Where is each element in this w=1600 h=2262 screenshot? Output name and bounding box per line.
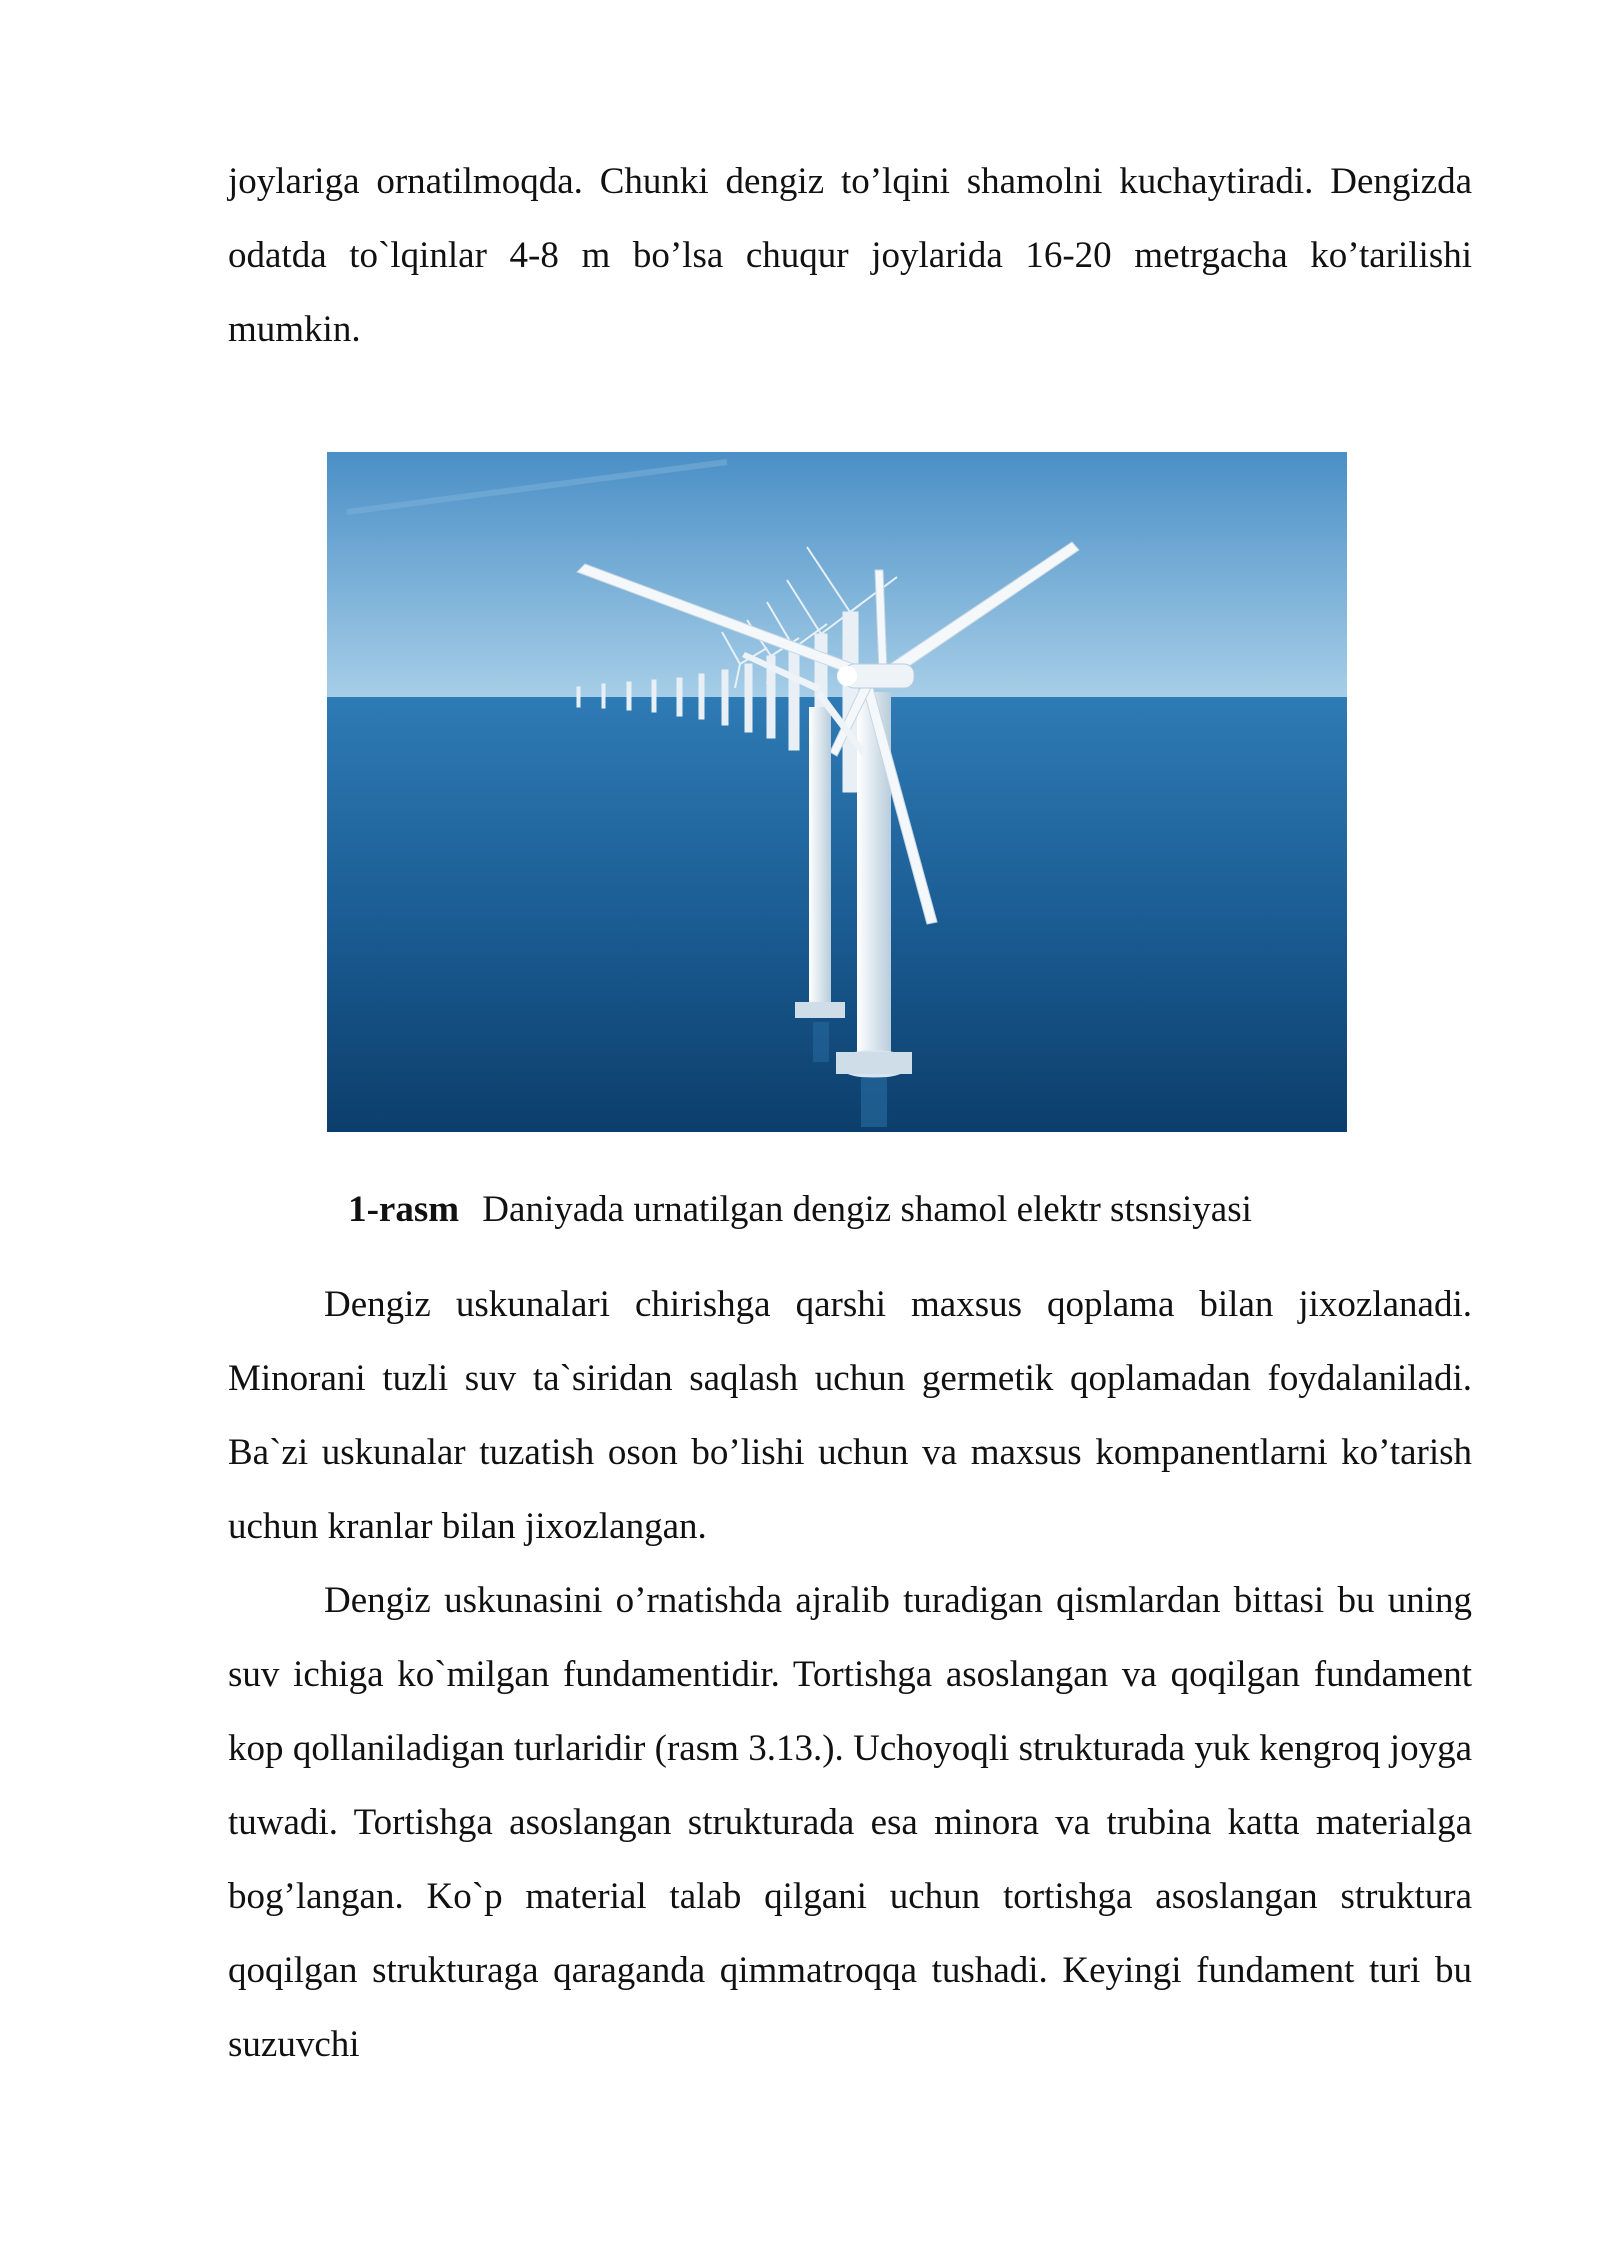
paragraph-foundation: Dengiz uskunasini o’rnatishda ajralib turadigan qismlardan bittasi bu uning suv ichiga ko`milgan fundamentidir. Tortishga asoslangan va qoqilgan fundament kop qollaniladigan turlaridir (rasm 3.13.). Uchoyoqli strukturada yuk kengroq joyga tuwadi. Tortishga asoslangan strukturada esa minora va trubina katta materialga bog’langan. Ko`p material talab qilgani uchun tortishga asoslangan struktura qoqilgan strukturaga qaraganda qimmatroqqa tushadi. Keyingi fundament turi bu suzuvchi — [228, 1580, 1472, 2065]
figure-caption-text: Daniyada urnatilgan dengiz shamol elektr stsnsiyasi — [482, 1189, 1252, 1230]
figure-number: 1-rasm — [348, 1189, 460, 1230]
paragraph-intro: joylariga ornatilmoqda. Chunki dengiz to’lqini shamolni kuchaytiradi. Dengizda odatda to`lqinlar 4-8 m bo’lsa chuqur joylarida 16-20 metrgacha ko’tarilishi mumkin. — [228, 161, 1472, 350]
figure-caption — [0, 1180, 1600, 1240]
paragraph-equipment: Dengiz uskunalari chirishga qarshi maxsus qoplama bilan jixozlanadi. Minorani tuzli suv ta`siridan saqlash uchun germetik qoplamadan foydalaniladi. Ba`zi uskunalar tuzatish oson bo’lishi uchun va maxsus kompanentlarni ko’tarish uchun kranlar bilan jixozlangan. — [228, 1284, 1472, 1547]
wind-farm-photo — [327, 452, 1347, 1132]
